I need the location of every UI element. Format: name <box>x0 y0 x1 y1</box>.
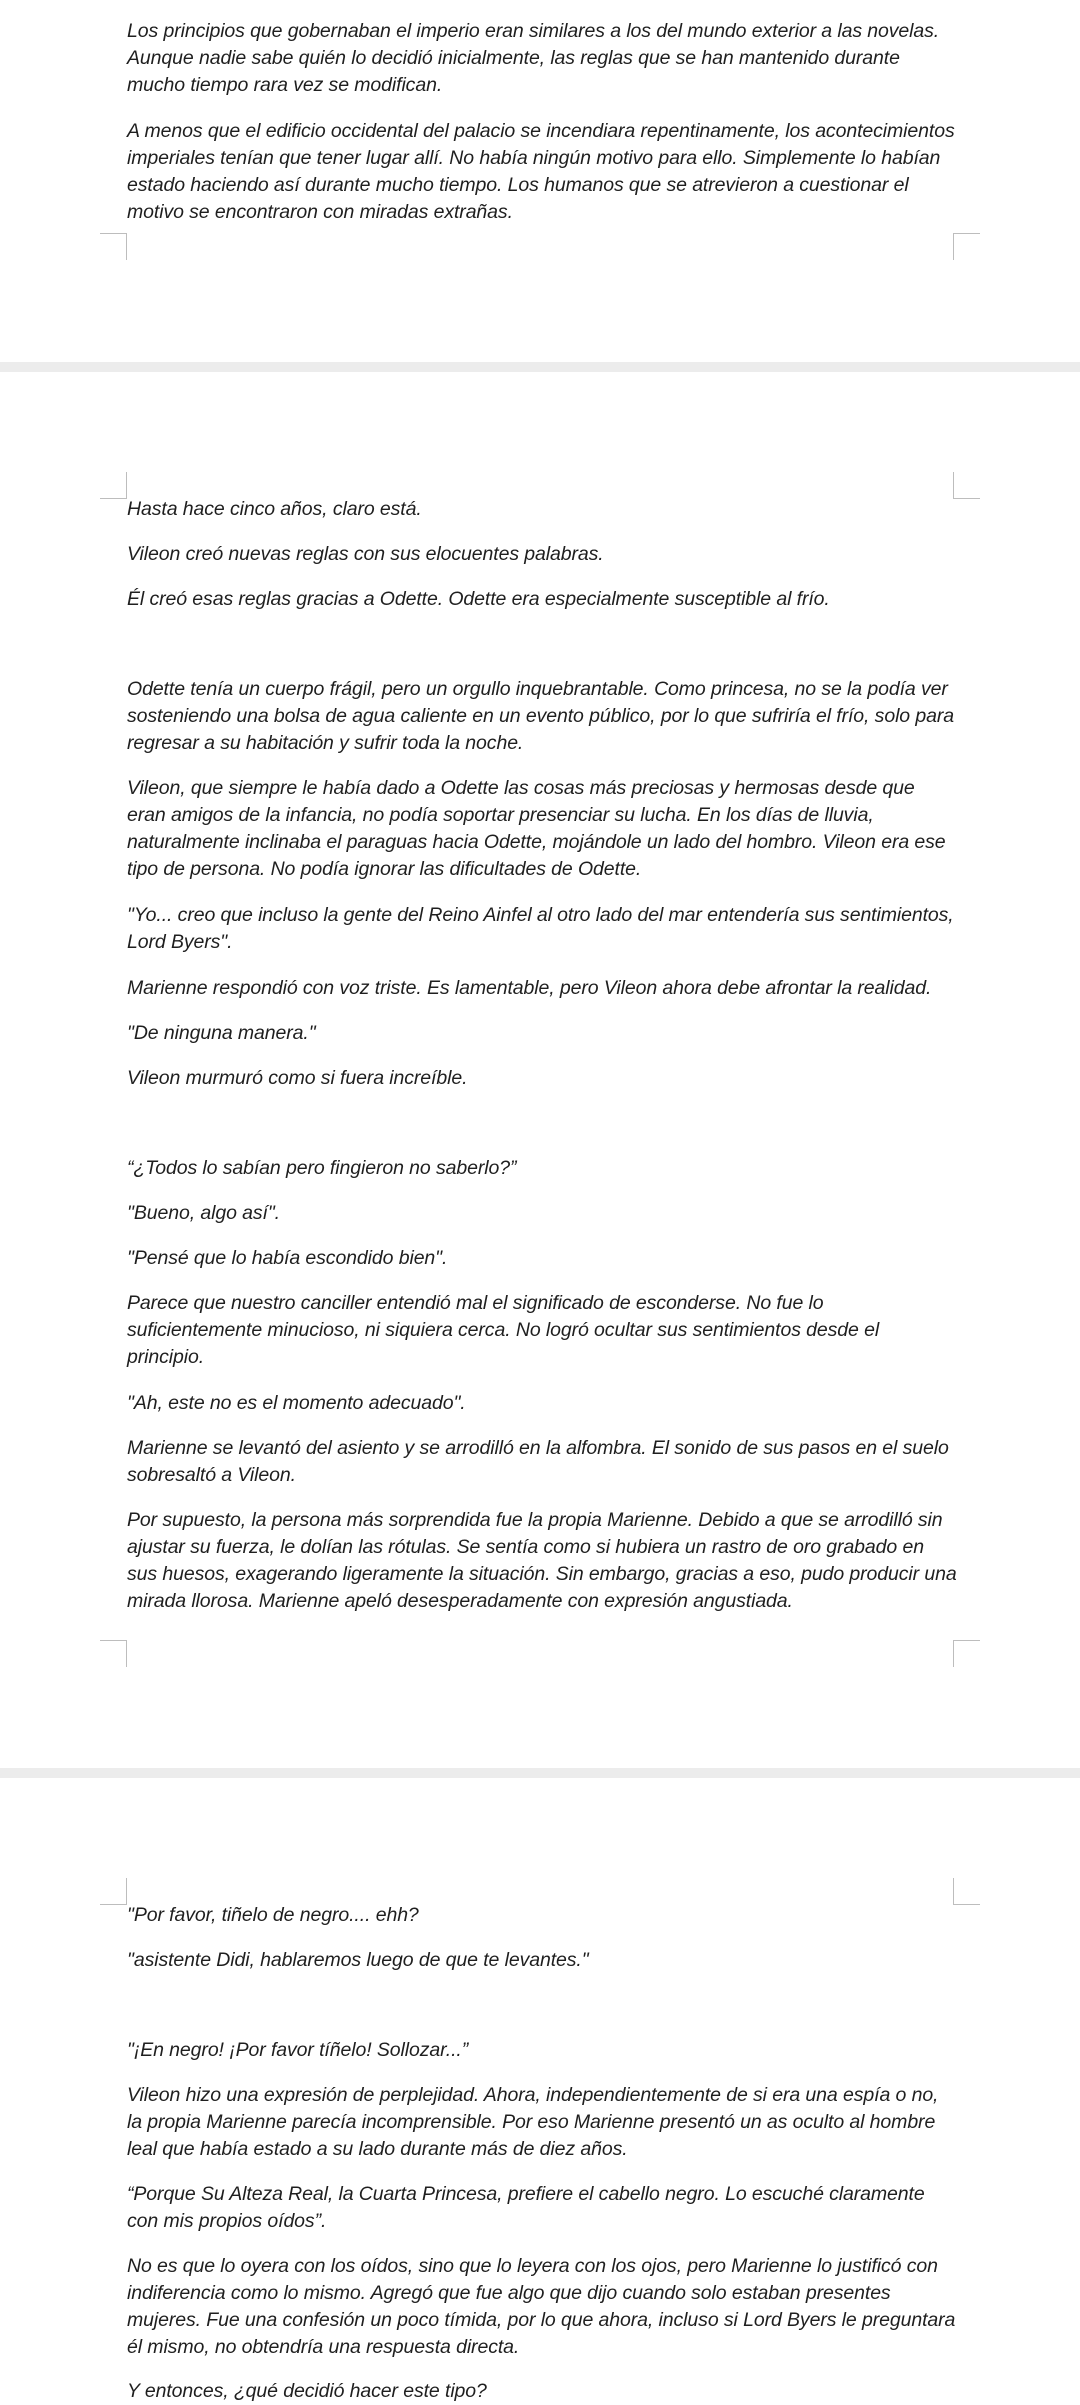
page-separator <box>0 1768 1080 1778</box>
margin-corner-bottom-right <box>953 233 980 260</box>
margin-corner-top-right <box>953 472 980 499</box>
paragraph: "Bueno, algo así". <box>127 1202 280 1224</box>
margin-corner-top-left <box>100 472 127 499</box>
paragraph: "Yo... creo que incluso la gente del Reino Ainfel al otro lado del mar entendería sus sentimientos, Lord Byers". <box>127 904 954 953</box>
paragraph: Marienne se levantó del asiento y se arrodilló en la alfombra. El sonido de sus pasos en el suelo sobresaltó a Vileon. <box>127 1437 949 1486</box>
paragraph: Parece que nuestro canciller entendió mal el significado de esconderse. No fue lo suficientemente minucioso, ni siquiera cerca. No logró ocultar sus sentimientos desde el principio. <box>127 1292 880 1368</box>
paragraph: "asistente Didi, hablaremos luego de que te levantes." <box>127 1949 589 1971</box>
paragraph: "Pensé que lo había escondido bien". <box>127 1247 448 1269</box>
paragraph: Vileon murmuró como si fuera increíble. <box>127 1067 468 1089</box>
paragraph: Por supuesto, la persona más sorprendida fue la propia Marienne. Debido a que se arrodilló sin ajustar su fuerza, le dolían las rótulas. Se sentía como si hubiera un rastro de oro grabado en sus huesos, exagerando ligeramente la situación. Sin embargo, gracias a eso, pudo producir una mirada llorosa. Marienne apeló desesperadamente con expresión angustiada. <box>127 1509 957 1612</box>
paragraph: "Ah, este no es el momento adecuado". <box>127 1392 466 1414</box>
paragraph: Y entonces, ¿qué decidió hacer este tipo? <box>127 2380 487 2402</box>
paragraph: Hasta hace cinco años, claro está. <box>127 498 422 520</box>
paragraph: Vileon, que siempre le había dado a Odette las cosas más preciosas y hermosas desde que eran amigos de la infancia, no podía soportar presenciar su lucha. En los días de lluvia, naturalmente inclinaba el paraguas hacia Odette, mojándole un lado del hombro. Vileon era ese tipo de persona. No podía ignorar las dificultades de Odette. <box>127 777 946 880</box>
page-3 <box>0 1778 1080 2400</box>
paragraph: "De ninguna manera." <box>127 1022 316 1044</box>
margin-corner-top-left <box>100 1878 127 1905</box>
paragraph: “Porque Su Alteza Real, la Cuarta Princesa, prefiere el cabello negro. Lo escuché claramente con mis propios oídos”. <box>127 2183 925 2232</box>
paragraph: Odette tenía un cuerpo frágil, pero un orgullo inquebrantable. Como princesa, no se la podía ver sosteniendo una bolsa de agua caliente en un evento público, por lo que sufriría el frío, solo para regresar a su habitación y sufrir toda la noche. <box>127 678 955 754</box>
paragraph: No es que lo oyera con los oídos, sino que lo leyera con los ojos, pero Marienne lo justificó con indiferencia como lo mismo. Agregó que fue algo que dijo cuando solo estaban presentes mujeres. Fue una confesión un poco tímida, por lo que ahora, incluso si Lord Byers le preguntara él mismo, no obtendría una respuesta directa. <box>127 2255 956 2358</box>
paragraph: Vileon creó nuevas reglas con sus elocuentes palabras. <box>127 543 604 565</box>
page-2 <box>0 372 1080 1768</box>
paragraph: Los principios que gobernaban el imperio eran similares a los del mundo exterior a las novelas. Aunque nadie sabe quién lo decidió inicialmente, las reglas que se han mantenido durante mucho tiempo rara vez se modifican. <box>127 20 940 96</box>
margin-corner-bottom-right <box>953 1640 980 1667</box>
margin-corner-top-right <box>953 1878 980 1905</box>
margin-corner-bottom-left <box>100 233 127 260</box>
paragraph: “¿Todos lo sabían pero fingieron no saberlo?” <box>127 1157 517 1179</box>
paragraph: Vileon hizo una expresión de perplejidad. Ahora, independientemente de si era una espía o no, la propia Marienne parecía incomprensible. Por eso Marienne presentó un as oculto al hombre leal que había estado a su lado durante más de diez años. <box>127 2084 939 2160</box>
paragraph: "¡En negro! ¡Por favor tíñelo! Sollozar...” <box>127 2039 469 2061</box>
paragraph: A menos que el edificio occidental del palacio se incendiara repentinamente, los acontecimientos imperiales tenían que tener lugar allí. No había ningún motivo para ello. Simplemente lo habían estado haciendo así durante mucho tiempo. Los humanos que se atrevieron a cuestionar el motivo se encontraron con miradas extrañas. <box>127 120 955 223</box>
margin-corner-bottom-left <box>100 1640 127 1667</box>
page-1 <box>0 0 1080 362</box>
paragraph: "Por favor, tiñelo de negro.... ehh? <box>127 1904 419 1926</box>
page-separator <box>0 362 1080 372</box>
paragraph: Marienne respondió con voz triste. Es lamentable, pero Vileon ahora debe afrontar la realidad. <box>127 977 932 999</box>
paragraph: Él creó esas reglas gracias a Odette. Odette era especialmente susceptible al frío. <box>127 588 830 610</box>
